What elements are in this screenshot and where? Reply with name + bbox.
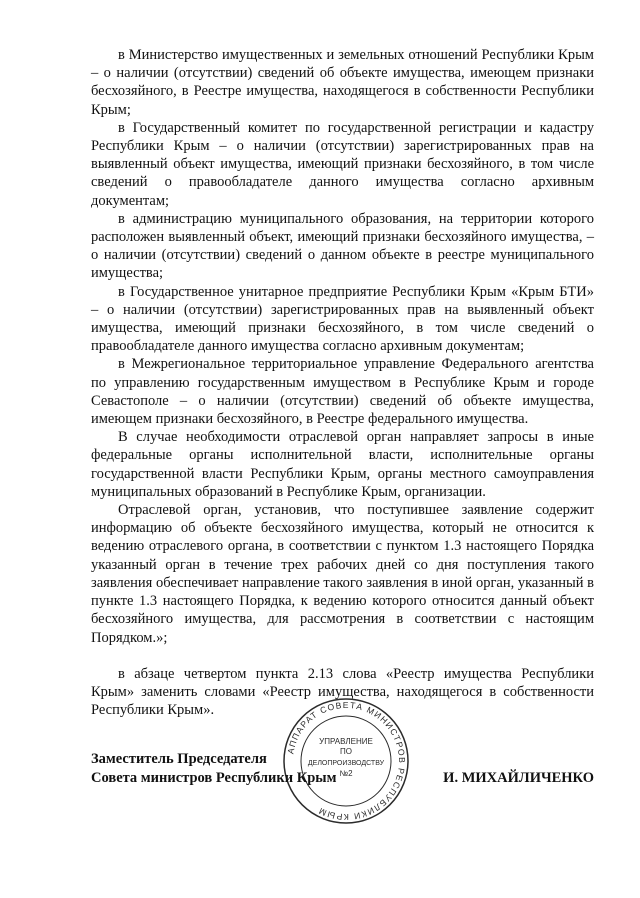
stamp-line-2: ПО [340,747,352,756]
signatory-title-line-2: Совета министров Республики Крым [91,770,337,786]
stamp-ring-text: АППАРАТ СОВЕТА МИНИСТРОВ РЕСПУБЛИКИ КРЫМ [285,699,408,823]
stamp-number: №2 [339,769,353,778]
paragraph-amendment-2-13: в абзаце четвертом пункта 2.13 слова «Реестр имущества Республики Крым» заменить словами «Реестр имущества, находящегося в собственности Республики Крым». [91,665,594,719]
document-body [91,46,594,719]
paragraph-redirect-procedure: Отраслевой орган, установив, что поступившее заявление содержит информацию об объекте бесхозяйного имущества, который не относится к ведению отраслевого органа, в соответствии с пунктом 1.3 настоящего Порядка указанный орган в течение трех рабочих дней со дня поступления такого заявления обеспечивает направление такого заявления в иной орган, указанный в пункте 1.3 настоящего Порядка, к ведению которого относится данный объект бесхозяйного имущества, для рассмотрения в соответствии с настоящим Порядком.»; [91,502,595,646]
stamp-line-1: УПРАВЛЕНИЕ [319,737,373,746]
paragraph-other-requests: В случае необходимости отраслевой орган направляет запросы в иные федеральные органы исполнительной власти, исполнительные органы государственной власти Республики Крым, органы местного самоуправления муниципальных образований в Республике Крым, организации. [91,429,594,500]
paragraph-state-committee: в Государственный комитет по государственной регистрации и кадастру Республики Крым – о наличии (отсутствии) зарегистрированных прав на выявленный объект имущества, имеющий признаки бесхозяйного, в том числе сведений о правообладателе данного имущества согласно архивным документам; [91,119,594,209]
signatory-name: И. МИХАЙЛИЧЕНКО [443,770,594,786]
signature-block [91,750,594,788]
paragraph-ministry-property: в Министерство имущественных и земельных отношений Республики Крым – о наличии (отсутствии) сведений об объекте имущества, имеющем признаки бесхозяйного, в Реестре имущества, находящегося в собственности Республики Крым; [91,47,594,118]
stamp-line-3: ДЕЛОПРОИЗВОДСТВУ [307,760,385,767]
paragraph-federal-agency: в Межрегиональное территориальное управление Федерального агентства по управлению государственным имуществом в Республике Крым и городе Севастополе – о наличии (отсутствии) сведений об объекте имущества, имеющем признаки бесхозяйного, в Реестре федерального имущества. [91,356,594,428]
paragraph-crimea-bti: в Государственное унитарное предприятие Республики Крым «Крым БТИ» – о наличии (отсутствии) зарегистрированных прав на выявленный объект имущества, имеющий признаки бесхозяйного, в том числе сведений о правообладателе данного имущества согласно архивным документам; [91,283,594,355]
paragraph-municipal-administration: в администрацию муниципального образования, на территории которого расположен выявленный объект, имеющий признаки бесхозяйного имущества, – о наличии (отсутствии) сведений о данном объекте в реестре муниципального имущества; [91,210,594,282]
signatory-title-line-1: Заместитель Председателя [91,751,267,767]
